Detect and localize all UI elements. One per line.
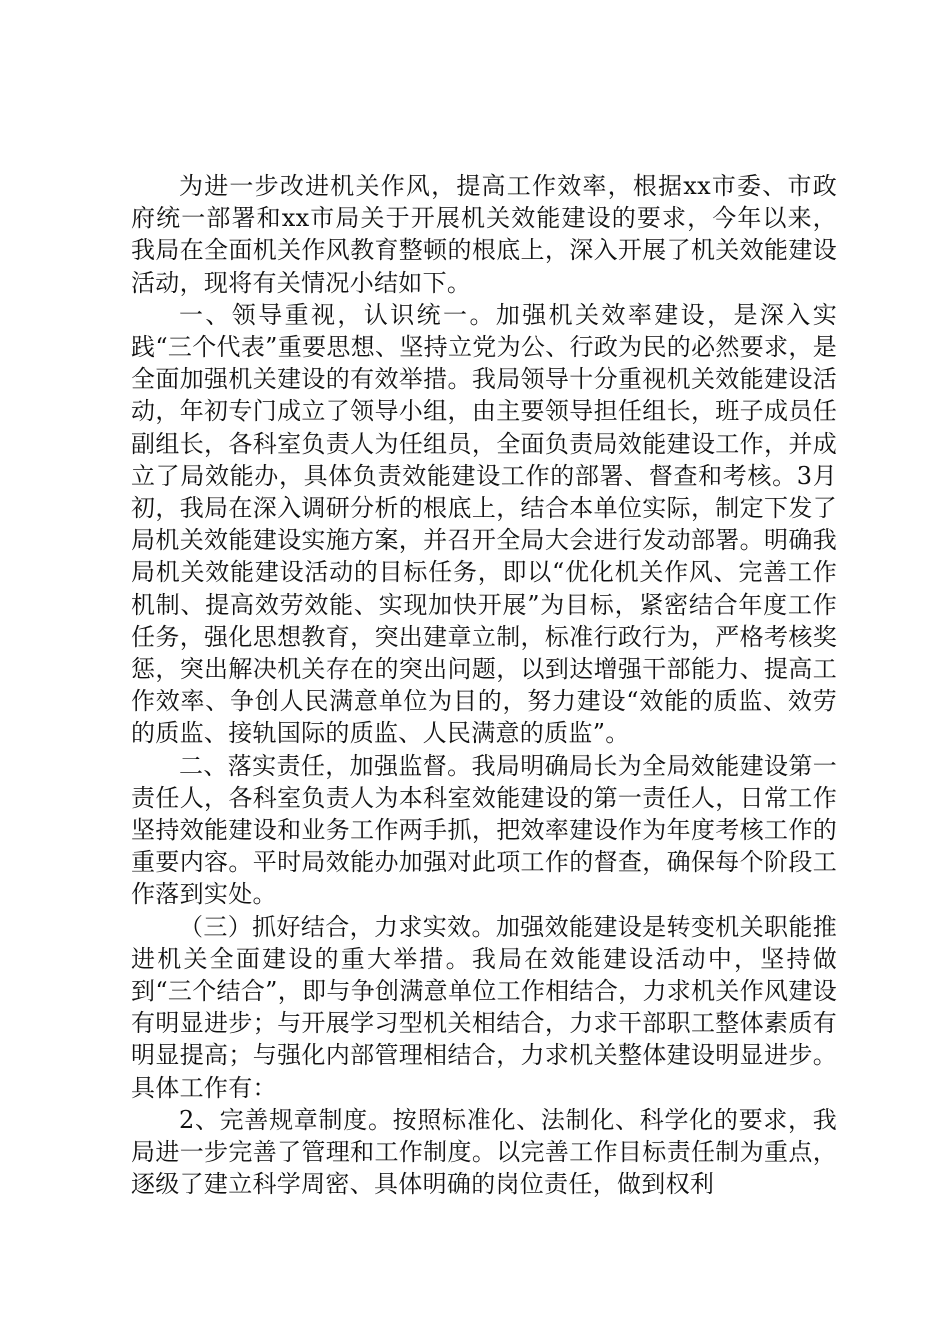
document-body (131, 170, 837, 1201)
paragraph-intro: 为进一步改进机关作风，提高工作效率，根据xx市委、市政府统一部署和xx市局关于开展机关效能建设的要求，今年以来，我局在全面机关作风教育整顿的根底上，深入开展了机关效能建设活动，现将有关情况小结如下。 (131, 172, 837, 297)
paragraph-leadership: 一、领导重视，认识统一。加强机关效率建设，是深入实践“三个代表”重要思想、坚持立党为公、行政为民的必然要求，是全面加强机关建设的有效举措。我局领导十分重视机关效能建设活动，年初专门成立了领导小组，由主要领导担任组长，班子成员任副组长，各科室负责人为任组员，全面负责局效能建设工作，并成立了局效能办，具体负责效能建设工作的部署、督查和考核。3月初，我局在深入调研分析的根底上，结合本单位实际，制定下发了局机关效能建设实施方案，并召开全局大会进行发动部署。明确我局机关效能建设活动的目标任务，即以“优化机关作风、完善工作机制、提高效劳效能、实现加快开展”为目标，紧密结合年度工作任务，强化思想教育，突出建章立制，标准行政行为，严格考核奖惩，突出解决机关存在的突出问题，以到达增强干部能力、提高工作效率、争创人民满意单位为目的，努力建设“效能的质监、效劳的质监、接轨国际的质监、人民满意的质监”。 (131, 300, 837, 748)
paragraph-responsibility: 二、落实责任，加强监督。我局明确局长为全局效能建设第一责任人，各科室负责人为本科室效能建设的第一责任人，日常工作坚持效能建设和业务工作两手抓，把效率建设作为年度考核工作的重要内容。平时局效能办加强对此项工作的督查，确保每个阶段工作落到实处。 (131, 751, 837, 909)
paragraph-integration: （三）抓好结合，力求实效。加强效能建设是转变机关职能推进机关全面建设的重大举措。我局在效能建设活动中，坚持做到“三个结合”，即与争创满意单位工作相结合，力求机关作风建设有明显进步；与开展学习型机关相结合，力求干部职工整体素质有明显提高；与强化内部管理相结合，力求机关整体建设明显进步。具体工作有： (131, 912, 837, 1102)
paragraph-regulations: 2、完善规章制度。按照标准化、法制化、科学化的要求，我局进一步完善了管理和工作制度。以完善工作目标责任制为重点，逐级了建立科学周密、具体明确的岗位责任，做到权利 (131, 1105, 837, 1199)
